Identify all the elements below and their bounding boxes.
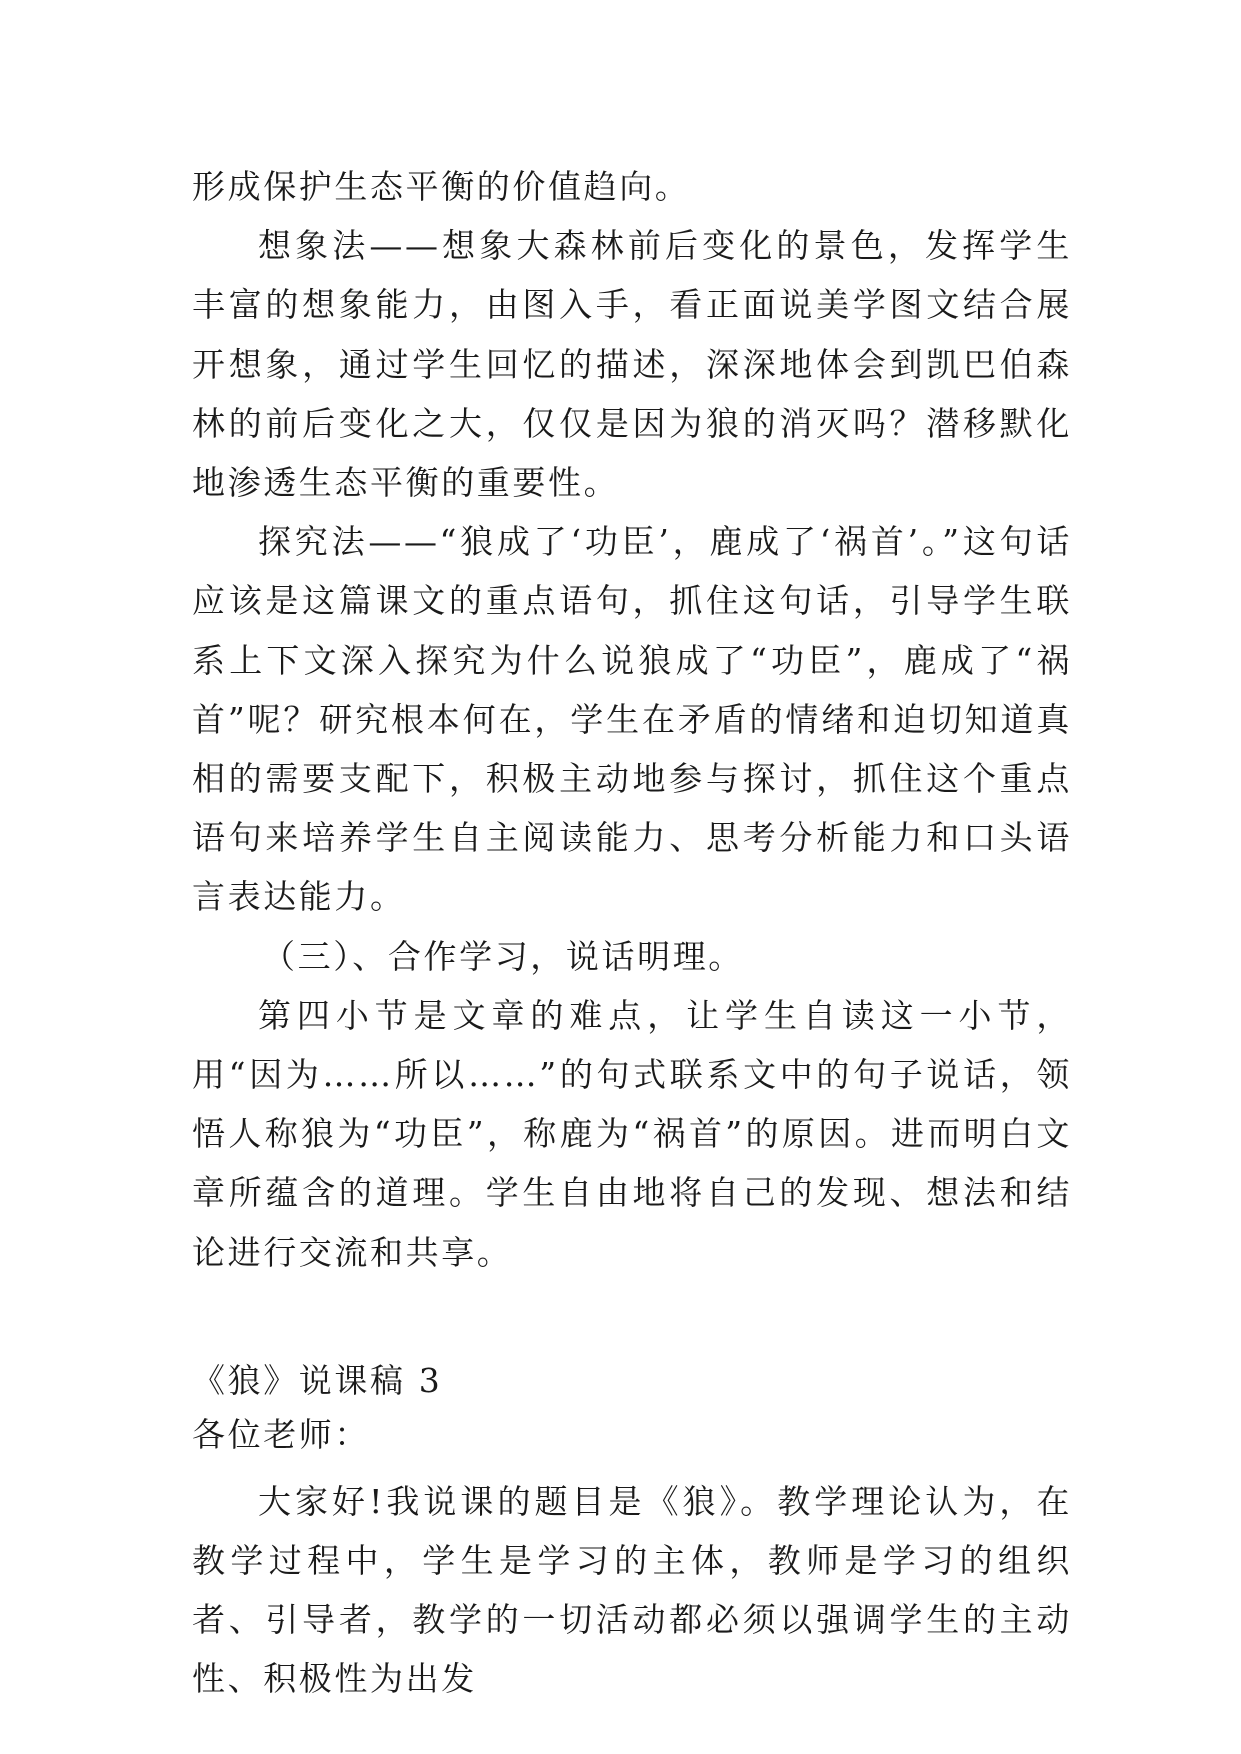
paragraph-1: 形成保护生态平衡的价值趋向。 (192, 167, 691, 206)
paragraph-section-four: 第四小节是文章的难点，让学生自读这一小节，用“因为……所以……”的句式联系文中的句子说话，领悟人称狼为“功臣”，称鹿为“祸首”的原因。进而明白文章所蕴含的道理。学生自由地将自己的发现、想法和结论进行交流和共享。 (192, 995, 1072, 1272)
document-title: 《狼》说课稿 3 (192, 1360, 443, 1400)
section-gap (192, 1282, 1072, 1354)
section-heading-cooperative-learning: （三）、合作学习，说话明理。 (262, 936, 744, 976)
paragraph-opening: 大家好!我说课的题目是《狼》。教学理论认为，在教学过程中，学生是学习的主体，教师是学习的组织者、引导者，教学的一切活动都必须以强调学生的主动性、积极性为出发 (192, 1481, 1072, 1699)
document-body (192, 157, 1072, 1709)
paragraph-imagination-method: 想象法——想象大森林前后变化的景色，发挥学生丰富的想象能力，由图入手，看正面说美学图文结合展开想象，通过学生回忆的描述，深深地体会到凯巴伯森林的前后变化之大，仅仅是因为狼的消灭吗？潜移默化地渗透生态平衡的重要性。 (192, 226, 1072, 503)
paragraph-inquiry-method: 探究法——“狼成了‘功臣’，鹿成了‘祸首’。”这句话应该是这篇课文的重点语句，抓住这句话，引导学生联系上下文深入探究为什么说狼成了“功臣”，鹿成了“祸首”呢？研究根本何在，学生在矛盾的情绪和迫切知道真相的需要支配下，积极主动地参与探讨，抓住这个重点语句来培养学生自主阅读能力、思考分析能力和口头语言表达能力。 (192, 522, 1072, 917)
salutation: 各位老师： (192, 1414, 370, 1454)
